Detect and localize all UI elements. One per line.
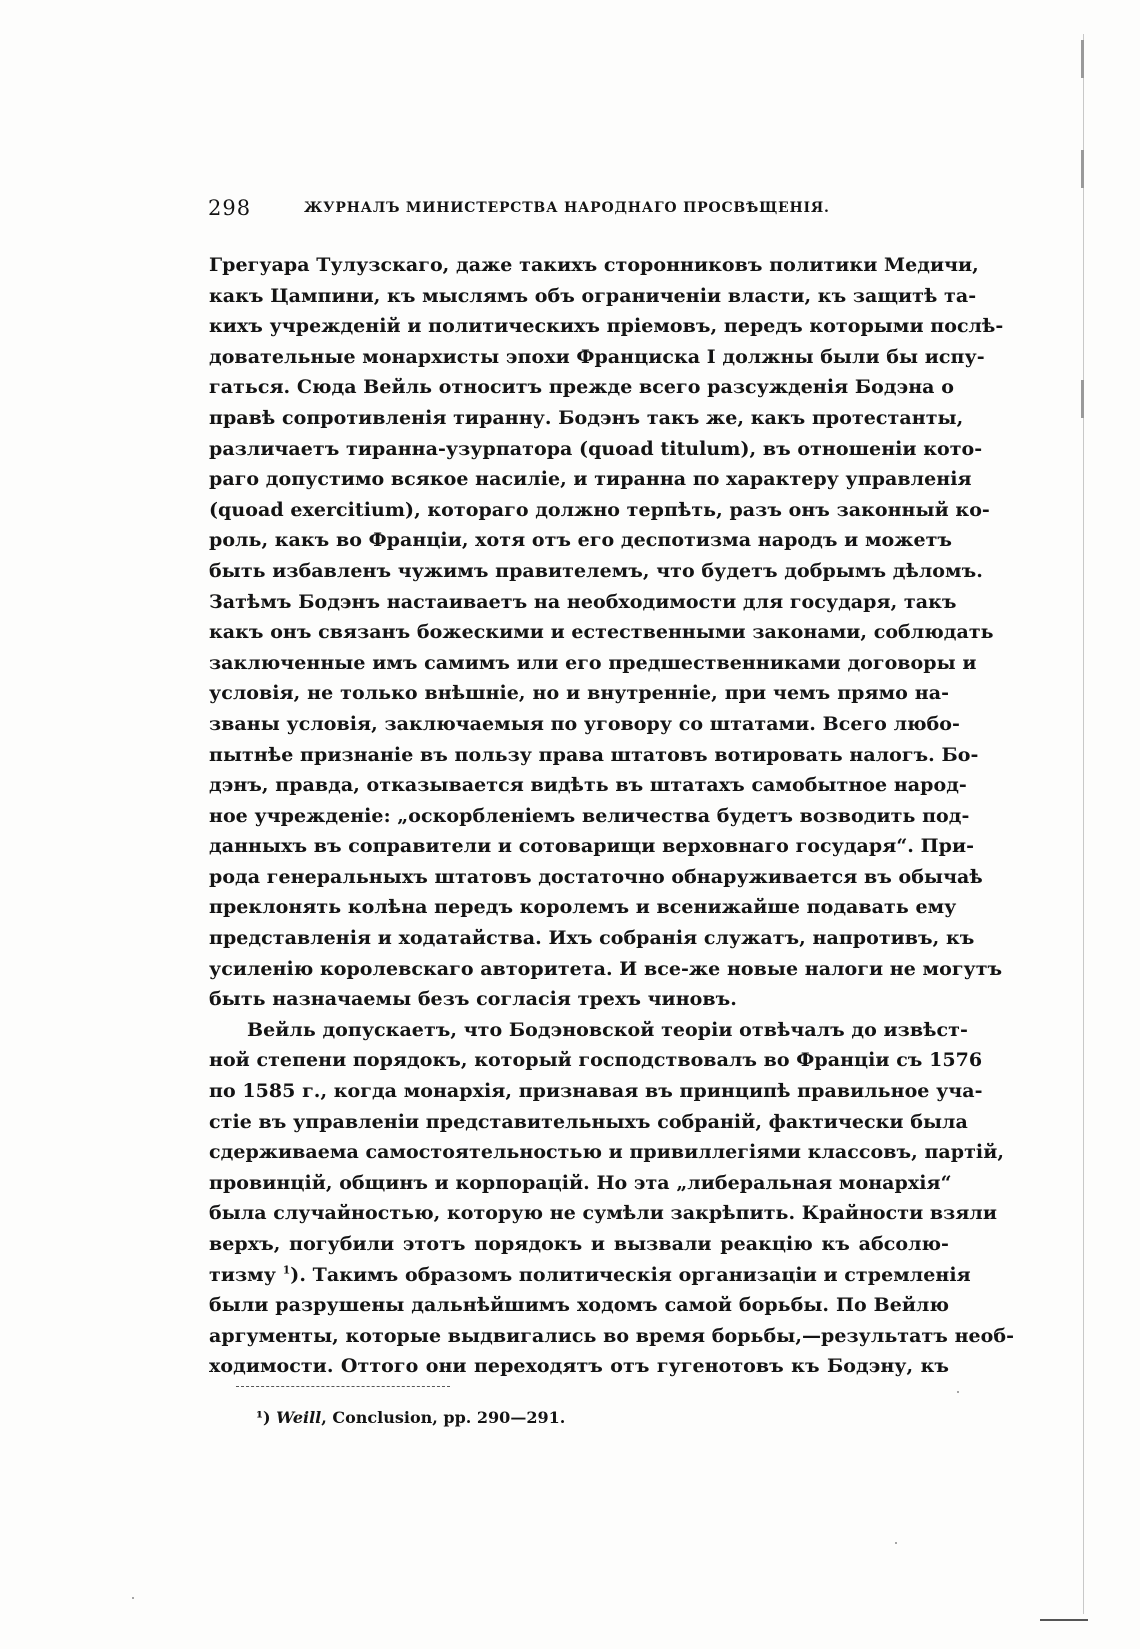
scan-page-edge <box>1083 34 1084 1614</box>
text-line: какъ онъ связанъ божескими и естественными законами, соблюдать <box>209 621 994 644</box>
text-line: были разрушены дальнѣйшимъ ходомъ самой борьбы. По Вейлю <box>209 1294 949 1317</box>
text-line: гаться. Сюда Вейль относитъ прежде всего разсужденія Бодэна о <box>209 376 954 399</box>
text-line: различаетъ тиранна-узурпатора (quoad titulum), въ отношеніи кото- <box>209 437 983 460</box>
text-line: верхъ, погубили этотъ порядокъ и вызвали реакцію къ абсолю- <box>209 1233 949 1255</box>
text-line: представленія и ходатайства. Ихъ собранія служатъ, напротивъ, къ <box>209 927 975 950</box>
text-line: ходимости. Оттого они переходятъ отъ гугенотовъ къ Бодэну, къ <box>209 1355 949 1378</box>
text-line: правѣ сопротивленія тиранну. Бодэнъ такъ же, какъ протестанты, <box>209 406 964 429</box>
text-line-with-footnote-ref <box>209 1260 971 1291</box>
text-span: ). Такимъ образомъ политическія организаціи и стремленія <box>290 1263 971 1286</box>
scan-edge-mark <box>1081 380 1084 418</box>
text-line: званы условія, заключаемыя по уговору со штатами. Всего любо- <box>209 712 960 735</box>
text-line: сдерживаема самостоятельностью и привиллегіями классовъ, партій, <box>209 1141 1005 1164</box>
paragraph <box>209 1015 1015 1382</box>
text-line: аргументы, которые выдвигались во время борьбы,—результатъ необ- <box>209 1324 1015 1347</box>
page-number: 298 <box>208 196 252 220</box>
text-line: дэнъ, правда, отказывается видѣть въ штатахъ самобытное народ- <box>209 774 967 797</box>
scan-speck <box>957 1391 959 1393</box>
text-line: быть назначаемы безъ согласія трехъ чиновъ. <box>209 988 737 1011</box>
footnote-marker: ¹) <box>256 1408 271 1427</box>
text-line: Грегуара Тулузскаго, даже такихъ сторонниковъ политики Медичи, <box>209 254 979 276</box>
text-line: ное учрежденіе: „оскорбленіемъ величества будетъ возводить под- <box>209 804 970 827</box>
text-line: быть избавленъ чужимъ правителемъ, что будетъ добрымъ дѣломъ. <box>209 559 983 582</box>
footnote-citation: , Conclusion, pp. 290—291. <box>321 1408 566 1427</box>
text-line: по 1585 г., когда монархія, признавая въ принципѣ правильное уча- <box>209 1080 983 1103</box>
footnote <box>256 1408 565 1427</box>
footnote-reference[interactable]: 1 <box>282 1263 291 1277</box>
text-line: какъ Цампини, къ мыслямъ объ ограниченіи власти, къ защитѣ та- <box>209 284 977 307</box>
text-line: Вейль допускаетъ, что Бодэновской теоріи отвѣчалъ до извѣст- <box>247 1018 968 1041</box>
footnote-author: Weill <box>276 1408 322 1427</box>
running-header <box>208 196 948 226</box>
text-line: была случайностью, которую не сумѣли закрѣпить. Крайности взяли <box>209 1202 998 1225</box>
journal-title: ЖУРНАЛЪ МИНИСТЕРСТВА НАРОДНАГО ПРОСВѢЩЕНІЯ. <box>304 200 830 216</box>
text-line: роль, какъ во Франціи, хотя отъ его деспотизма народъ и можетъ <box>209 529 953 552</box>
text-line: ной степени порядокъ, который господствовалъ во Франціи съ 1576 <box>209 1049 983 1072</box>
text-line: преклонять колѣна передъ королемъ и всенижайше подавать ему <box>209 896 957 919</box>
text-line: условія, не только внѣшніе, но и внутренніе, при чемъ прямо на- <box>209 682 949 705</box>
text-line: усиленію королевскаго авторитета. И все-же новые налоги не могутъ <box>209 957 1003 980</box>
scan-corner-mark <box>1040 1619 1088 1621</box>
text-line: стіе въ управленіи представительныхъ собраній, фактически была <box>209 1110 968 1133</box>
text-line: заключенные имъ самимъ или его предшественниками договоры и <box>209 651 977 674</box>
text-line: довательные монархисты эпохи Франциска I должны были бы испу- <box>209 345 985 368</box>
text-line: рода генеральныхъ штатовъ достаточно обнаруживается въ обычаѣ <box>209 865 983 888</box>
scan-speck <box>895 1542 897 1544</box>
text-line: кихъ учрежденій и политическихъ пріемовъ, передъ которыми послѣ- <box>209 315 1004 338</box>
text-line: данныхъ въ соправители и сотоварищи верховнаго государя“. При- <box>209 835 975 858</box>
scan-edge-mark <box>1081 150 1084 188</box>
paragraph <box>209 250 1004 1015</box>
scan-edge-mark <box>1081 40 1084 78</box>
text-line: раго допустимо всякое насиліе, и тиранна по характеру управленія <box>209 468 972 491</box>
text-line: (quoad exercitium), котораго должно терпѣть, разъ онъ законный ко- <box>209 498 990 521</box>
body-text <box>209 250 1015 1382</box>
text-line: Затѣмъ Бодэнъ настаиваетъ на необходимости для государя, такъ <box>209 590 957 613</box>
text-line: пытнѣе признаніе въ пользу права штатовъ вотировать налогъ. Бо- <box>209 743 979 766</box>
text-line: провинцій, общинъ и корпорацій. Но эта „либеральная монархія“ <box>209 1171 952 1194</box>
footnote-divider <box>236 1386 450 1387</box>
scan-speck <box>132 1597 134 1599</box>
text-span: тизму <box>209 1263 283 1286</box>
